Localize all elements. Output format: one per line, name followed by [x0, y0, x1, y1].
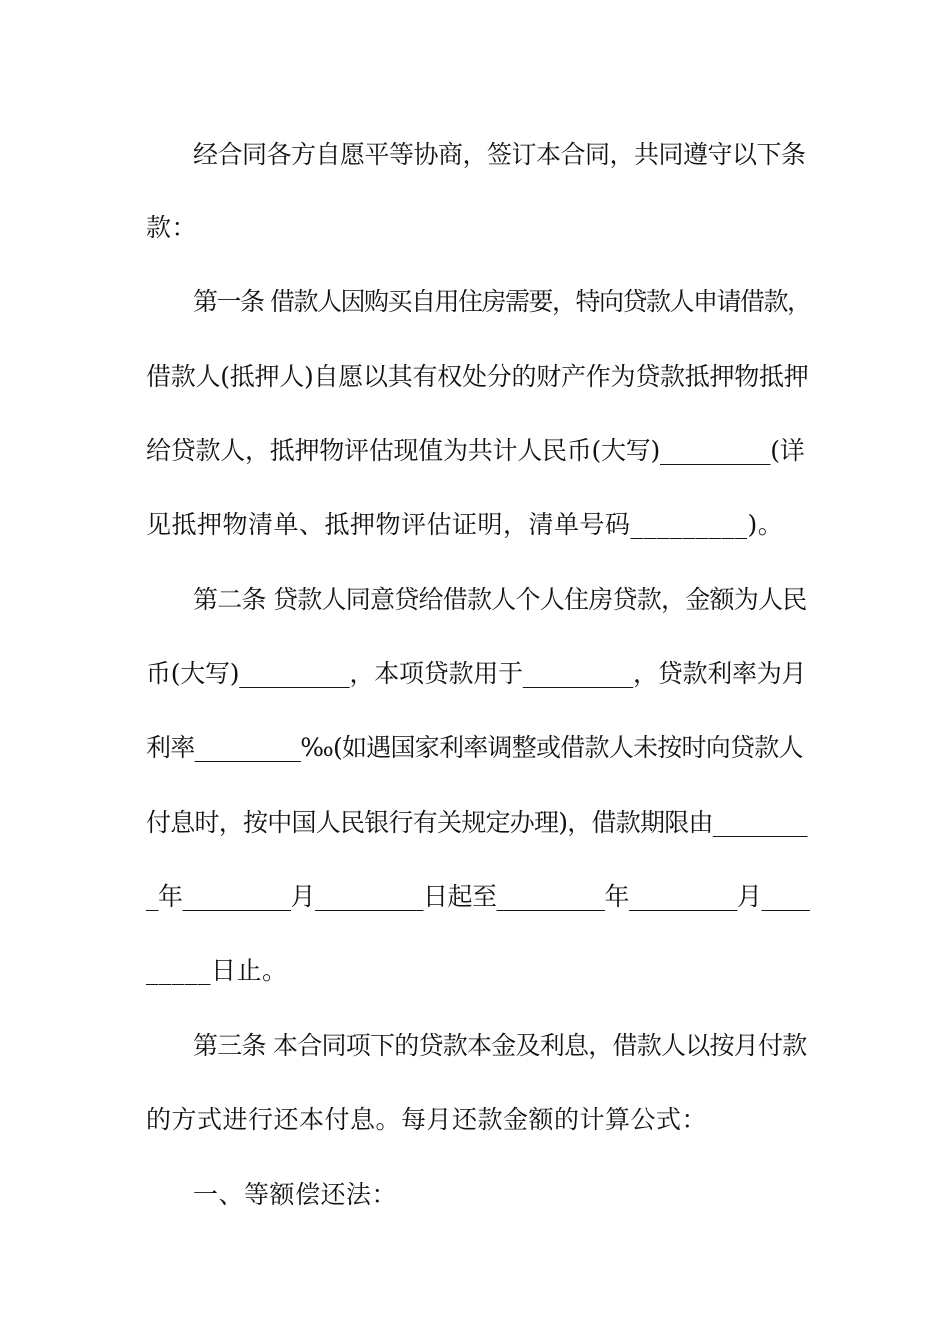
article-1-line-4: 见抵押物清单、抵押物评估证明，清单号码_________)。: [146, 510, 784, 539]
article-2-line-2: 币(大写)_________，本项贷款用于_________，贷款利率为月: [146, 659, 807, 688]
article-2-line-5: _年_________月_________日起至_________年_________月____: [146, 882, 810, 911]
paragraph-intro-line-2: 款：: [146, 213, 198, 242]
paragraph-intro-line-1: 经合同各方自愿平等协商，签订本合同，共同遵守以下条: [193, 140, 806, 169]
article-3-line-2: 的方式进行还本付息。每月还款金额的计算公式：: [146, 1105, 708, 1134]
article-3-line-1: 第三条 本合同项下的贷款本金及利息，借款人以按月付款: [193, 1031, 807, 1060]
method-heading: 一、等额偿还法：: [193, 1180, 398, 1209]
article-2-line-4: 付息时，按中国人民银行有关规定办理)，借款期限由________: [146, 808, 807, 837]
article-2-line-1: 第二条 贷款人同意贷给借款人个人住房贷款，金额为人民: [193, 585, 807, 614]
article-1-line-1: 第一条 借款人因购买自用住房需要，特向贷款人申请借款，: [193, 287, 811, 316]
article-2-line-6: _____日止。: [146, 956, 288, 985]
article-2-line-3: 利率_________‰(如遇国家利率调整或借款人未按时向贷款人: [146, 733, 803, 762]
article-1-line-3: 给贷款人，抵押物评估现值为共计人民币(大写)_________(详: [146, 436, 805, 465]
article-1-line-2: 借款人(抵押人)自愿以其有权处分的财产作为贷款抵押物抵押: [146, 362, 809, 391]
